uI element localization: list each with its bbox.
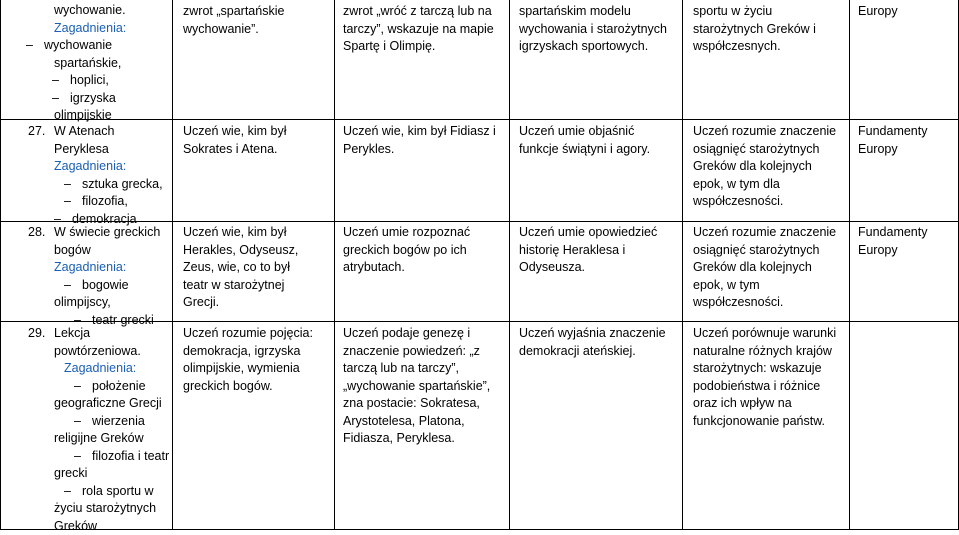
- requirement-text: starożytnych: wskazuje: [693, 360, 836, 378]
- requirement-text: Uczeń wie, kim był: [183, 224, 298, 242]
- requirement-text: Herakles, Odyseusz,: [183, 242, 298, 260]
- requirement-text: zna postacie: Sokratesa,: [343, 395, 490, 413]
- requirement-text: Perykles.: [343, 141, 496, 159]
- requirement-text: greckich bogów po ich: [343, 242, 470, 260]
- requirement-text: zwrot „spartańskie: [183, 3, 284, 21]
- topic-item: położenie: [92, 379, 146, 393]
- topic-item: igrzyska: [70, 91, 116, 105]
- requirement-text: Arystotelesa, Platona,: [343, 413, 490, 431]
- column-divider: [849, 0, 850, 530]
- program-module-text: Europy: [858, 3, 898, 21]
- requirement-text: wychowania i starożytnych: [519, 21, 667, 39]
- topic-item: teatr grecki: [92, 313, 154, 327]
- requirement-text: Uczeń wie, kim był: [183, 123, 287, 141]
- zagadnienia-label: Zagadnienia:: [28, 158, 163, 176]
- requirement-text: tarczą lub na tarczy”,: [343, 360, 490, 378]
- requirement-text: demokracji ateńskiej.: [519, 343, 666, 361]
- column-divider: [682, 0, 683, 530]
- requirement-text: greckich bogów.: [183, 378, 313, 396]
- requirement-cell: [519, 123, 650, 158]
- requirement-cell: [343, 123, 496, 158]
- requirement-text: osiągnięć starożytnych: [693, 141, 836, 159]
- requirement-text: Uczeń rozumie pojęcia:: [183, 325, 313, 343]
- program-module-cell: [858, 224, 927, 259]
- lesson-title: Peryklesa: [28, 141, 163, 159]
- requirement-cell: [343, 224, 470, 277]
- lesson-number: 28.: [28, 224, 54, 242]
- requirement-cell: [343, 3, 494, 56]
- requirement-cell: [519, 3, 667, 56]
- requirement-text: współczesności.: [693, 193, 836, 211]
- requirement-cell: [693, 123, 836, 211]
- requirement-text: naturalne różnych krajów: [693, 343, 836, 361]
- program-module-cell: [858, 3, 898, 21]
- requirement-text: spartańskim modelu: [519, 3, 667, 21]
- requirement-text: olimpijskie, wymienia: [183, 360, 313, 378]
- lesson-title: W Atenach: [54, 124, 114, 138]
- topic-item: religijne Greków: [28, 430, 169, 448]
- requirement-text: Sokrates i Atena.: [183, 141, 287, 159]
- requirement-text: funkcje świątyni i agory.: [519, 141, 650, 159]
- requirement-text: Zeus, wie, co to był: [183, 259, 298, 277]
- program-module-text: Fundamenty: [858, 123, 927, 141]
- lesson-topic-cell: [54, 2, 126, 37]
- requirement-text: Uczeń wyjaśnia znaczenie: [519, 325, 666, 343]
- table-border-left: [0, 0, 1, 530]
- requirement-text: współczesności.: [693, 294, 836, 312]
- program-module-text: Europy: [858, 242, 927, 260]
- requirement-text: Uczeń podaje genezę i: [343, 325, 490, 343]
- requirement-text: Uczeń porównuje warunki: [693, 325, 836, 343]
- requirement-cell: [693, 3, 816, 56]
- row-divider: [0, 119, 959, 120]
- requirement-cell: [183, 123, 287, 158]
- program-module-cell: [858, 123, 927, 158]
- topic-item: filozofia i teatr: [92, 449, 169, 463]
- requirement-text: oraz ich wpływ na: [693, 395, 836, 413]
- requirement-text: współczesnych.: [693, 38, 816, 56]
- topic-item: sztuka grecka,: [82, 177, 163, 191]
- requirement-cell: [693, 325, 836, 430]
- requirement-text: teatr w starożytnej: [183, 277, 298, 295]
- lesson-text: wychowanie.: [54, 2, 126, 20]
- topic-item: wychowanie: [44, 38, 112, 52]
- requirement-text: wychowanie”.: [183, 21, 284, 39]
- requirement-text: funkcjonowanie państw.: [693, 413, 836, 431]
- zagadnienia-label: Zagadnienia:: [28, 259, 160, 277]
- requirement-text: igrzyskach sportowych.: [519, 38, 667, 56]
- requirement-cell: [343, 325, 490, 448]
- column-divider: [172, 0, 173, 530]
- zagadnienia-label: Zagadnienia:: [28, 360, 169, 378]
- topic-item: rola sportu w: [82, 484, 154, 498]
- requirement-text: Fidiasza, Peryklesa.: [343, 430, 490, 448]
- lesson-number: 27.: [28, 123, 54, 141]
- topic-item: bogowie: [82, 278, 129, 292]
- lesson-29: 29. Lekcja powtórzeniowa. Zagadnienia: – położenie geograficzne Grecji – wierzenia religijne Greków – filozofia i teatr grecki – rola sportu w życiu starożytnych Greków: [28, 325, 169, 535]
- requirement-text: Uczeń rozumie znaczenie: [693, 123, 836, 141]
- topic-item: filozofia,: [82, 194, 128, 208]
- requirement-text: Grecji.: [183, 294, 298, 312]
- program-module-text: Fundamenty: [858, 224, 927, 242]
- requirement-cell: [693, 224, 836, 312]
- requirement-text: demokracja, igrzyska: [183, 343, 313, 361]
- requirement-text: Uczeń umie opowiedzieć: [519, 224, 657, 242]
- requirement-text: tarczy”, wskazuje na mapie: [343, 21, 494, 39]
- requirement-text: atrybutach.: [343, 259, 470, 277]
- requirement-text: epok, w tym dla: [693, 176, 836, 194]
- lesson-title: Lekcja: [54, 326, 90, 340]
- topic-item: wierzenia: [92, 414, 145, 428]
- requirement-text: Uczeń umie objaśnić: [519, 123, 650, 141]
- topic-item: Greków: [28, 518, 169, 535]
- topic-item: olimpijskie: [26, 107, 121, 125]
- requirement-cell: [519, 224, 657, 277]
- requirement-text: Greków dla kolejnych: [693, 158, 836, 176]
- lesson-27: 27. W Atenach Peryklesa Zagadnienia: – sztuka grecka, – filozofia, – demokracja: [28, 123, 163, 228]
- column-divider: [334, 0, 335, 530]
- lesson-title: powtórzeniowa.: [28, 343, 169, 361]
- topic-item: grecki: [28, 465, 169, 483]
- lesson-number: 29.: [28, 325, 54, 343]
- requirement-text: podobieństwa i różnice: [693, 378, 836, 396]
- program-module-text: Europy: [858, 141, 927, 159]
- requirement-text: osiągnięć starożytnych: [693, 242, 836, 260]
- requirement-cell: [183, 325, 313, 395]
- lesson-28: 28. W świecie greckich bogów Zagadnienia: – bogowie olimpijscy, – teatr grecki: [28, 224, 160, 329]
- topic-list: – wychowanie spartańskie, – hoplici, – igrzyska olimpijskie: [26, 37, 121, 125]
- topic-item: hoplici,: [70, 73, 109, 87]
- column-divider: [509, 0, 510, 530]
- requirement-text: historię Heraklesa i: [519, 242, 657, 260]
- requirement-cell: [183, 3, 284, 38]
- topic-item: demokracja: [72, 212, 137, 226]
- lesson-title: W świecie greckich: [54, 225, 160, 239]
- requirement-cell: [519, 325, 666, 360]
- requirement-text: Spartę i Olimpię.: [343, 38, 494, 56]
- requirement-text: „wychowanie spartańskie”,: [343, 378, 490, 396]
- requirement-text: zwrot „wróć z tarczą lub na: [343, 3, 494, 21]
- topic-item: spartańskie,: [26, 55, 121, 73]
- requirement-text: znaczenie powiedzeń: „z: [343, 343, 490, 361]
- requirement-text: Uczeń wie, kim był Fidiasz i: [343, 123, 496, 141]
- zagadnienia-label: Zagadnienia:: [54, 20, 126, 38]
- requirement-text: Odyseusza.: [519, 259, 657, 277]
- lesson-title: bogów: [28, 242, 160, 260]
- topic-item: geograficzne Grecji: [28, 395, 169, 413]
- requirement-text: Uczeń umie rozpoznać: [343, 224, 470, 242]
- topic-item: olimpijscy,: [28, 294, 160, 312]
- requirement-text: sportu w życiu: [693, 3, 816, 21]
- topic-item: życiu starożytnych: [28, 500, 169, 518]
- requirement-text: starożytnych Greków i: [693, 21, 816, 39]
- requirement-cell: [183, 224, 298, 312]
- requirement-text: epok, w tym: [693, 277, 836, 295]
- requirement-text: Greków dla kolejnych: [693, 259, 836, 277]
- requirement-text: Uczeń rozumie znaczenie: [693, 224, 836, 242]
